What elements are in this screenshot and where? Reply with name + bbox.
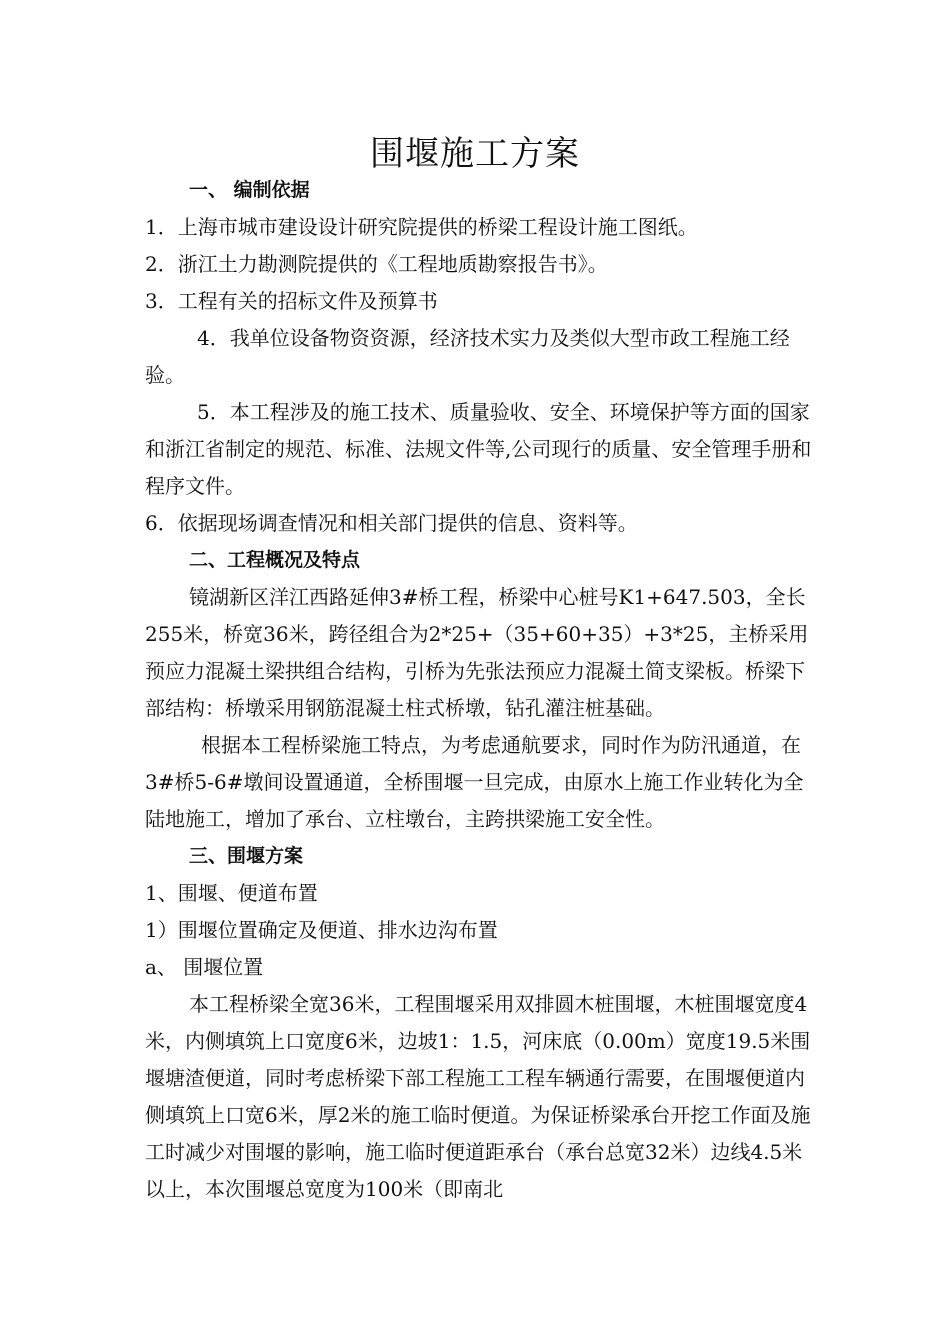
basis-item-5: 5．本工程涉及的施工技术、质量验收、安全、环境保护等方面的国家和浙江省制定的规范、标准、法规文件等,公司现行的质量、安全管理手册和程序文件。 — [145, 400, 812, 498]
basis-item-2: 2．浙江土力勘测院提供的《工程地质勘察报告书》。 — [145, 252, 608, 276]
section-heading-2: 二、工程概况及特点 — [189, 549, 361, 571]
cofferdam-paragraph: 本工程桥梁全宽36米，工程围堰采用双排圆木桩围堰，木桩围堰宽度4米，内侧填筑上口宽度6米，边坡1：1.5，河床底（0.00m）宽度19.5米围堰塘渣便道，同时考虑桥梁下部工程施工工程车辆通行需要，在围堰便道内侧填筑上口宽6米，厚2米的施工临时便道。为保证桥梁承台开挖工作面及施工时减少对围堰的影响，施工临时便道距承台（承台总宽32米）边线4.5米以上，本次围堰总宽度为100米（即南北 — [145, 992, 811, 1201]
document-title: 围堰施工方案 — [370, 134, 580, 174]
section-heading-3: 三、围堰方案 — [189, 845, 304, 867]
overview-paragraph-2: 根据本工程桥梁施工特点，为考虑通航要求，同时作为防汛通道，在3#桥5-6#墩间设置通道，全桥围堰一旦完成，由原水上施工作业转化为全陆地施工，增加了承台、立柱墩台，主跨拱梁施工安全性。 — [145, 733, 804, 831]
basis-item-3: 3．工程有关的招标文件及预算书 — [145, 289, 438, 313]
subheading-layout: 1、围堰、便道布置 — [145, 881, 318, 905]
section-heading-1: 一、 编制依据 — [189, 179, 310, 201]
basis-item-4: 4．我单位设备物资资源，经济技术实力及类似大型市政工程施工经验。 — [145, 326, 790, 387]
document-body — [145, 172, 813, 1208]
subheading-position: 1）围堰位置确定及便道、排水边沟布置 — [145, 918, 498, 942]
overview-paragraph-1: 镜湖新区洋江西路延伸3#桥工程，桥梁中心桩号K1+647.503，全长255米，桥宽36米，跨径组合为2*25+（35+60+35）+3*25，主桥采用预应力混凝土梁拱组合结构，引桥为先张法预应力混凝土简支梁板。桥梁下部结构：桥墩采用钢筋混凝土柱式桥墩，钻孔灌注桩基础。 — [145, 585, 809, 720]
subheading-a: a、 围堰位置 — [145, 955, 264, 979]
basis-item-6: 6．依据现场调查情况和相关部门提供的信息、资料等。 — [145, 511, 638, 535]
basis-item-1: 1．上海市城市建设设计研究院提供的桥梁工程设计施工图纸。 — [145, 215, 698, 239]
